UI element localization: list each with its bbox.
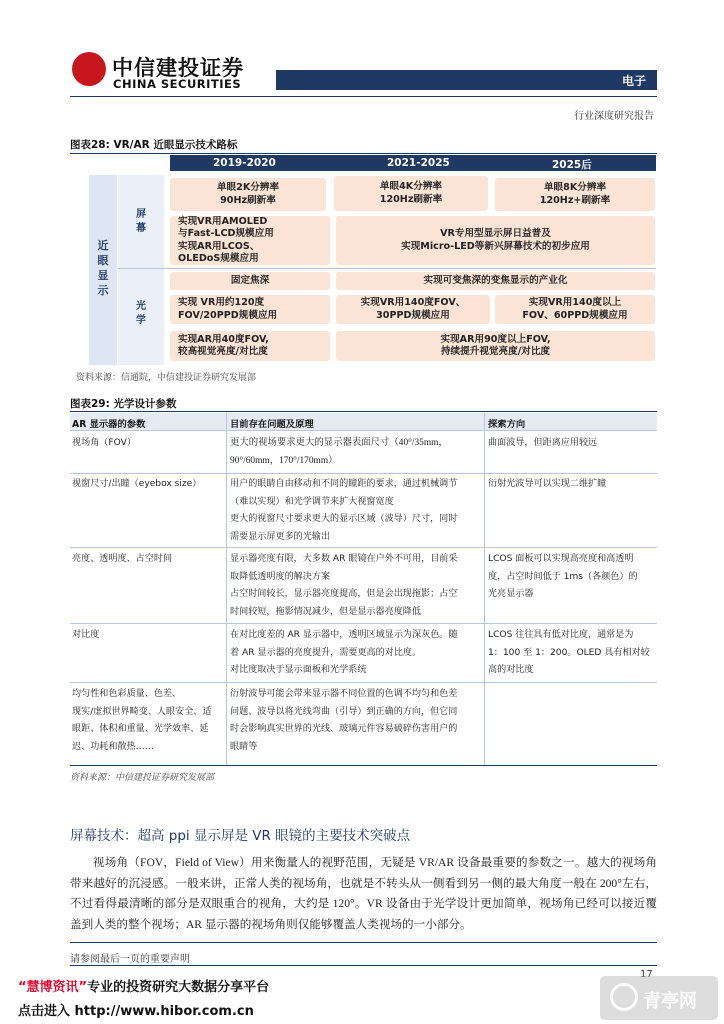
table-cell: 曲面波导，但距离应用较远 — [488, 438, 598, 448]
table-row-divider — [70, 682, 657, 683]
table-cell: 对比度 — [72, 630, 100, 640]
row-label-optics — [118, 300, 164, 328]
table-row — [72, 627, 99, 645]
roadmap-box: 实现AR用40度FOV, 较高视觉亮度/对比度 — [170, 331, 330, 361]
year-label: 2025后 — [552, 159, 592, 171]
table-cell: LCOS 往往具有低对比度，通常是为 — [488, 630, 634, 640]
table-cell: 更大的视场要求更大的显示器表面尺寸（40°/35mm， — [230, 438, 448, 448]
table-row — [72, 476, 201, 494]
table-cell: 衍射光波导可以实现二维扩瞳 — [488, 479, 607, 489]
table-cell: 时间较短，拖影情况减少，但是显示器亮度降低 — [230, 606, 421, 617]
table-row — [230, 627, 457, 680]
table-cell: LCOS 面板可以实现高亮度和高透明 — [488, 554, 634, 564]
category-label-text: 近眼显示 — [97, 239, 109, 297]
figure-29-source: 资料来源：中信建投证券研究发展部 — [70, 772, 215, 782]
table-cell: 均匀性和色彩质量、色差、 — [72, 689, 182, 699]
row-label-screen-text: 屏幕 — [136, 209, 146, 234]
table-row — [230, 551, 457, 621]
year-label: 2021-2025 — [387, 157, 450, 169]
table-header-cell: 目前存在问题及原理 — [230, 419, 314, 430]
table-cell: 显示器亮度有限，大多数 AR 眼镜在户外不可用，目前采 — [230, 554, 458, 564]
figure-28-source: 资料来源：信通院，中信建投证券研究发展部 — [76, 372, 257, 382]
table-cell: 现实/虚拟世界畸变、人眼安全、适 — [72, 706, 212, 717]
table-cell: 在对比度差的 AR 显示器中，透明区域显示为深灰色。随 — [230, 630, 458, 640]
category-label — [89, 238, 117, 298]
table-cell: 高的对比度 — [488, 665, 534, 675]
roadmap-box: 实现 VR用约120度 FOV/20PPD规模应用 — [170, 295, 330, 324]
table-cell: 眼睛等 — [230, 741, 258, 752]
roadmap-box: 实现VR用AMOLED 与Fast-LCD规模应用 实现AR用LCOS、 OLEDoS规模应用 — [170, 216, 330, 265]
disclaimer-note: 请参阅最后一页的重要声明 — [70, 954, 190, 965]
table-cell: 光亮显示器 — [488, 589, 534, 599]
row-label-screen — [118, 208, 164, 236]
table-row — [230, 686, 457, 756]
promo-banner — [18, 976, 269, 995]
table-cell: （难以实现）和光学调节来扩大视窗宽度 — [230, 496, 394, 507]
table-cell: 度，占空时间低于 1ms（各颜色）的 — [488, 571, 638, 582]
table-cell: 眼距、体积和重量、光学效率、延 — [72, 724, 209, 734]
header-divider — [70, 96, 657, 97]
table-bottom-rule — [70, 765, 657, 766]
roadmap-box: 单眼4K分辨率 120Hz刷新率 — [334, 176, 488, 211]
promo-link[interactable]: 点击进入 http://www.hibor.com.cn — [18, 1004, 254, 1019]
table-row-divider — [70, 623, 657, 624]
page-number: 17 — [640, 969, 653, 980]
table-cell: 视窗尺寸/出瞳（eyebox size） — [72, 479, 202, 489]
table-cell: 占空时间较长，显示器亮度提高，但是会出现拖影；占空 — [230, 589, 458, 599]
table-row — [72, 686, 211, 756]
table-cell: 着 AR 显示器的亮度提升，需要更高的对比度。 — [230, 647, 422, 658]
table-row — [72, 551, 172, 569]
year-label: 2019-2020 — [213, 157, 276, 169]
table-cell: 亮度、透明度、占空时间 — [72, 554, 173, 564]
figure-29-title: 图表29: 光学设计参数 — [70, 398, 177, 410]
row-label-optics-text: 光学 — [136, 301, 146, 326]
report-type: 行业深度研究报告 — [574, 111, 654, 122]
figure-29-rule — [70, 411, 657, 412]
roadmap-box: 实现VR用140度以上 FOV、60PPD规模应用 — [495, 295, 655, 324]
table-cell: 用户的眼睛自由移动和不同的瞳距的要求，通过机械调节 — [230, 479, 458, 489]
table-cell: 视场角（FOV） — [72, 438, 136, 448]
table-cell: 90°/60mm，170°/170mm） — [230, 455, 338, 466]
table-cell: 更大的视窗尺寸要求更大的显示区域（波导）尺寸，同时 — [230, 514, 458, 524]
logo-text-cn: 中信建投证券 — [112, 56, 244, 80]
table-col-divider — [484, 413, 485, 765]
figure-28-rule — [70, 153, 657, 154]
table-row-divider — [70, 430, 657, 431]
table-header-cell: 探索方向 — [488, 419, 526, 430]
table-cell: 时会影响真实世界的光线、玻璃元件容易破碎伤害用户的 — [230, 724, 458, 734]
table-header-cell: AR 显示器的参数 — [72, 419, 146, 430]
roadmap-box: 实现可变焦深的变焦显示的产业化 — [336, 272, 655, 290]
table-cell: 问题、波导以将光线弯曲（引导）到正确的方向，但它同 — [230, 706, 458, 717]
table-row — [488, 435, 597, 453]
table-cell: 取降低透明度的解决方案 — [230, 571, 331, 582]
table-row-divider — [70, 473, 657, 474]
footer-rule — [70, 942, 657, 943]
table-cell: 迟、功耗和散热…… — [72, 741, 154, 752]
table-cell: 1：100 至 1：200。OLED 具有相对较 — [488, 647, 650, 658]
table-row — [488, 627, 650, 680]
table-header-row — [70, 413, 657, 430]
promo-tagline: 专业的投资研究大数据分享平台 — [87, 980, 270, 995]
header-bar — [276, 70, 657, 90]
roadmap-box: 单眼8K分辨率 120Hz+刷新率 — [495, 178, 655, 211]
watermark-logo-icon — [610, 983, 638, 1011]
table-cell: 需要显示屏更多的光输出 — [230, 531, 331, 542]
roadmap-box: 单眼2K分辨率 90Hz刷新率 — [170, 178, 326, 211]
table-cell: 对比度取决于显示面板和光学系统 — [230, 665, 367, 675]
watermark-text: 青亭网 — [643, 991, 697, 1012]
promo-brand: “慧博资讯” — [18, 980, 88, 995]
roadmap-box: 实现VR用140度FOV、 30PPD规模应用 — [336, 295, 490, 324]
section-heading: 屏幕技术：超高 ppi 显示屏是 VR 眼镜的主要技术突破点 — [70, 828, 411, 844]
roadmap-box: VR专用型显示屏日益普及 实现Micro-LED等新兴屏幕技术的初步应用 — [336, 216, 655, 265]
figure-28-title: 图表28: VR/AR 近眼显示技术路标 — [70, 139, 238, 151]
table-row — [488, 476, 606, 494]
subcategory-column — [118, 175, 164, 365]
table-row — [230, 476, 457, 546]
footer-rule — [70, 965, 657, 966]
table-row — [488, 551, 638, 604]
table-row — [230, 435, 448, 470]
section-label: 电子 — [621, 74, 646, 88]
table-row-divider — [70, 547, 657, 548]
table-col-divider — [226, 413, 227, 765]
logo-text-en: CHINA SECURITIES — [113, 77, 242, 91]
body-paragraph: 视场角（FOV，Field of View）用来衡量人的视野范围，无疑是 VR/AR 设备最重要的参数之一。越大的视场角带来越好的沉浸感。一般来讲，正常人类的视场角，也就是不转头从一侧看到另一侧的最大角度一般在 200°左右，不过看得最清晰的部分是双眼重合的视角，大约是 120°。VR 设备由于光学设计更加简单，视场角已经可以接近覆盖到人类的整个视场；AR 显示器的视场角则仅能够覆盖人类视场的一小部分。 — [70, 856, 657, 931]
company-logo-icon — [72, 52, 106, 86]
table-cell: 衍射波导可能会带来显示器不同位置的色调不均匀和色差 — [230, 689, 458, 699]
roadmap-divider — [118, 268, 656, 269]
roadmap-box: 实现AR用90度以上FOV, 持续提升视觉亮度/对比度 — [336, 331, 655, 361]
table-row — [72, 435, 136, 453]
roadmap-box: 固定焦深 — [170, 272, 330, 290]
